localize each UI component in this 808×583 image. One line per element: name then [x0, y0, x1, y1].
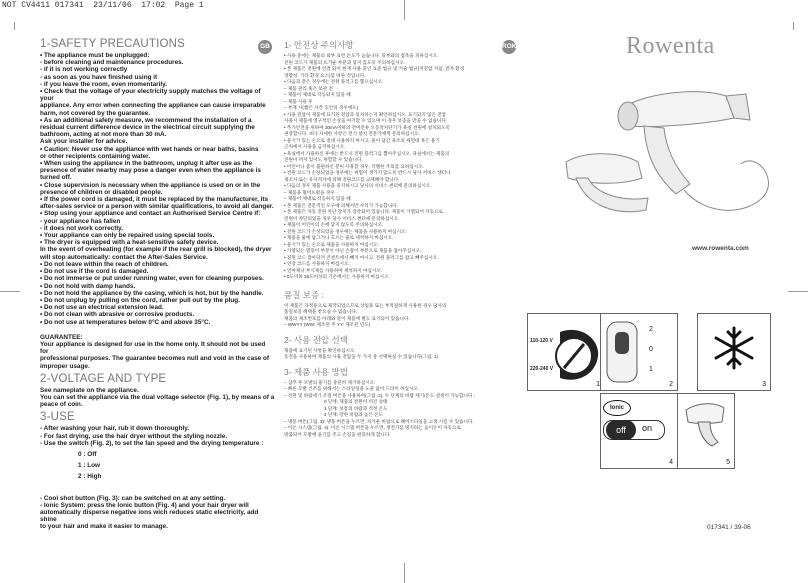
- rowenta-logo: Rowenta: [626, 33, 715, 59]
- fig2-setting-1: 1: [649, 366, 653, 373]
- print-header: NOT CV4411 017341 23/11/06 17:02 Page 1: [2, 1, 204, 10]
- figure-1: [527, 313, 605, 391]
- crop-mark-tr: [793, 22, 794, 30]
- fig5-number: 5: [726, 459, 730, 466]
- fig1-number: 1: [596, 381, 600, 388]
- figure-4: [600, 393, 678, 469]
- document-number: 017341 / 39-06: [707, 524, 751, 531]
- badge-rok: ROK: [502, 40, 516, 54]
- hair-dryer-illustration: [556, 66, 786, 246]
- ko-guarantee-title: 품질 보증 :: [284, 289, 324, 300]
- ionic-toggle: [603, 420, 665, 440]
- use-extra-text: - Cool shot button (Fig. 3): can be switched on at any setting. - Ionic System: press the Ionic button (Fig. 4) and your hair dryer will automatically disperse negative ions wich reduces static electricity, add shine to your hair and make it easier to manage.: [40, 494, 259, 531]
- fig1-voltage-low: 110-120 V: [530, 338, 553, 344]
- guarantee-text: Your appliance is designed for use in the home only. It should not be used for professional purposes. The guarantee becomes null and void in the case of improper usage.: [40, 340, 270, 370]
- figure-3: [697, 313, 771, 391]
- figure-5: [677, 393, 735, 469]
- crop-mark-top: [404, 0, 405, 20]
- english-column: [40, 38, 275, 531]
- crop-mark-left: [0, 291, 20, 292]
- fig4-number: 4: [669, 459, 673, 466]
- fig1-voltage-high: 220-240 V: [530, 366, 554, 372]
- crop-mark-bottom: [404, 563, 405, 583]
- mode-low: 1 : Low: [78, 462, 101, 470]
- ko-voltage-title: 2- 사용 전압 선택: [284, 334, 348, 345]
- dryer-nozzle-icon: [682, 400, 730, 450]
- badge-gb: GB: [258, 40, 272, 54]
- fig2-setting-0: 0: [649, 346, 653, 353]
- safety-text: • The appliance must be unplugged: - before cleaning and maintenance procedures. - if it is not working correctly - as soon as you have finished using it - if you leave the room, even momentarily. • Check that the voltage of your electricity supply matches the voltage of your appliance. Any error when connecting the appliance can cause irreparable harm, not covered by the guarantee. • As an additional safety measure, we recommend the installation of a residual current difference device in the electrical circuit supplying the bathroom, acting at not more than 30 mA. Ask your installer for advice. • Caution: Never use the appliance with wet hands or near baths, basins or other recipients containing water. • When using the appliance in the bathroom, unplug it after use as the presence of water nearby may pose a danger even when the appliance is turned off. • Close supervision is necessary when the appliance is used on or in the presence of children or disabled people. • If the power cord is damaged, it must be replaced by the manufacturer, its after-sales service or a person with similar qualifications, to avoid all danger. • Stop using your appliance and contact an Authorised Service Centre if: - your appliance has fallen - it does not work correctly. • Your appliance can only be repaired using special tools. • The dryer is equipped with a heat-sensitive safety device. In the event of overheating (for example if the rear grill is blocked), the dryer will stop automatically: contact the After-Sales Service. • Do not leave within the reach of children. • Do not use if the cord is damaged. • Do not immerse or put under running water, even for cleaning purposes. • Do not hold with damp hands. • Do not hold the appliance by the casing, which is hot, but by the handle. • Do not unplug by pulling on the cord, rather pull out by the plug. • Do not use an electrical extension lead. • Do not clean with abrasive or corrosive products. • Do not use at temperatures below 0°C and above 35°C.: [40, 52, 274, 326]
- use-text: - After washing your hair, rub it down thoroughly. - For fast drying, use the hair dryer without the styling nozzle. - Use the switch (Fig. 2), to set the fan speed and the drying temperature : 0 : Off 1 : Low 2 : High: [40, 425, 275, 480]
- ionic-on-label: on: [642, 423, 653, 433]
- crop-mark-right: [788, 291, 808, 292]
- crop-mark-tl: [14, 22, 15, 30]
- snowflake-icon: [712, 326, 756, 370]
- fig2-number: 2: [669, 381, 673, 388]
- ionic-badge: Ionic: [603, 400, 631, 416]
- voltage-text: See nameplate on the appliance. You can set the appliance via the dual voltage selector (Fig. 1), by means of a peace of coin.: [40, 386, 275, 409]
- ko-use-title: 3- 제품 사용 방법: [284, 366, 348, 377]
- fig2-setting-2: 2: [649, 326, 653, 333]
- speed-switch-icon: [605, 318, 645, 386]
- mode-off: 0 : Off: [78, 450, 97, 458]
- korean-column: [284, 39, 509, 438]
- use-title: 3-USE: [40, 411, 75, 424]
- ko-use-text: – 샴푸 후 모발의 물기를 충분히 제거하십시오. – 빠른 모발 건조를 위해서는 스타일링용 노즐 없이 드라이 하십시오. – 전원 및 바람세기 조절 버튼을 사용하여(그림. 2), 두 단계의 바람 세기/온도 설정이 가능합니다 : 0 단계: 제품의 전원이 꺼진 상태 1 단계: 보통의 바람과 적정 온도 2 단계: 강한 바람과 높은 온도 – 냉풍 버튼(그림. 3): 냉풍 버튼을 누르면, 차가운 바람으로 헤어스타일을 고정 시킬 수 있습니다. – 이온 시스템(그림. 4): 이온 시스템 버튼을 누르면, 정전기를 방지하는 음이온이 자동으로 방출되어 모발에 윤기를 주고 손질을 편리하게 합니다.: [284, 379, 475, 437]
- safety-title: 1-SAFETY PRECAUTIONS: [40, 38, 186, 50]
- ionic-off-label: off: [606, 420, 636, 440]
- ko-safety-title: 1- 안전상 주의사항: [284, 40, 354, 50]
- voltage-title: 2-VOLTAGE AND TYPE: [40, 372, 167, 385]
- website-url: www.rowenta.com: [692, 245, 749, 252]
- fig3-number: 3: [762, 381, 766, 388]
- figure-2: [600, 313, 678, 391]
- voltage-selector-icon: [552, 326, 602, 384]
- ko-voltage-text: 제품에 표기된 사항을 확인하십시오. 동전을 사용하여 제품의 사용 전압을 두 가지 중 선택하실 수 있습니다(그림. 1): [284, 347, 439, 359]
- ko-guarantee-text: 이 제품은 가정용으로 제작되었으므로 상업용 또는 부적절하게 사용한 경우 당사의 품질보증 혜택을 받으실 수 없습니다. 제품의 제조번호를 아래와 같이 제품에 별도 표기되어 있습니다. – WWYY (WW: 제조된 주 YY: 제조된 년도): [284, 302, 447, 327]
- guarantee-title: GUARANTEE:: [40, 333, 83, 341]
- ko-safety-text: • 사용 중에는 제품의 외부 표면 온도가 높습니다. 피부와의 접촉을 피하십시오. 전원 코드가 제품의 뜨거운 부분과 닿지 않도록 주의하십시오. • 본 제품은 전원에 연결 되어 현재 사용 중인 표준 법규 및 기술 법규(저전압 지침, 전자 환경 영향성, 기타 환경 요소)를 따른 것입니다. • 다음과 같은 경우에는 전원 플러그를 뽑으십시오. – 제품 관리 혹은 보관 전 – 제품이 제대로 작동되지 않을 때 – 제품 사용 후 – 부재 시(짧은 시간 동안의 경우에도) • 사용 전압이 제품에 표기된 전압과 일치하는지 확인하십시오. 표기되지 않은 전압 사용시 제품에 영구적인 손상을 야기할 수 있으며 이 경우 보증을 받을 수 없습니다. • 추가안전을 위하여 30mA이하의 전여전류 오동작차단기가 욕실 전원에 설치되도록 권장합니다. 보다 자세한 사항은 전기 설치 전문가에게 문의하십시오. • 물기가 있는 손으로 절대 사용하지 마시고, 물이 담긴 욕조의 세면대 혹은 용기 근처에서 사용을 금지하십시오. • 욕실에서 사용하신 후에는 반드시 전원 플러그를 뽑아주십시오. 욕실에서는 제품의 전원이 꺼져 있어도 위험할 수 있습니다. • 어린이나 몸이 불편하신 분이 사용할 경우, 각별한 주의를 요하십시오. • 전원 코드가 손상되었을 경우에는 위험이 생기지 않도록 반드시 당사 서비스 센터나 제조자 또는 유자격자에 의해 전원코드를 교체해야 합니다. • 다음의 경우 제품 사용을 중지하시고 당사의 서비스 센터에 문의하십시오. – 제품을 떨어뜨렸을 경우 – 제품이 제대로 작동하지 않을 때 • 본 제품은 전문적인 도구에 의해서만 수리가 가능합니다. • 본 제품은 자동 전원 차단 장치가 장착되어 있습니다. 제품이 가열되어 자동으로 전원이 차단되었을 경우 당사 서비스 센터에 문의하십시오. • 제품이 어린이의 손에 닿지 않도록 주의하십시오. • 전원 코드가 손상되었을 경우에는 제품을 사용하지 마십시오. • 제품을 물에 담그거나 흐르는 물로 세척하지 마십시오. • 물기가 있는 손으로 제품을 사용하지 마십시오. • 가열되는 열풍이 부분이 아닌 손잡이 부분으로 제품을 잡아주십시오. • 전원 코드 잡아당겨 콘센트에서 빼지 마시고, 전원 플러그를 잡고 빼주십시오. • 연장 코드를 사용하지 마십시오. • 연마제나 부식제를 사용하여 세척하지 마십시오. • 0도이하 35도이상의 기온에서는 사용하지 마십시오.: [284, 53, 465, 279]
- mode-high: 2 : High: [78, 473, 102, 481]
